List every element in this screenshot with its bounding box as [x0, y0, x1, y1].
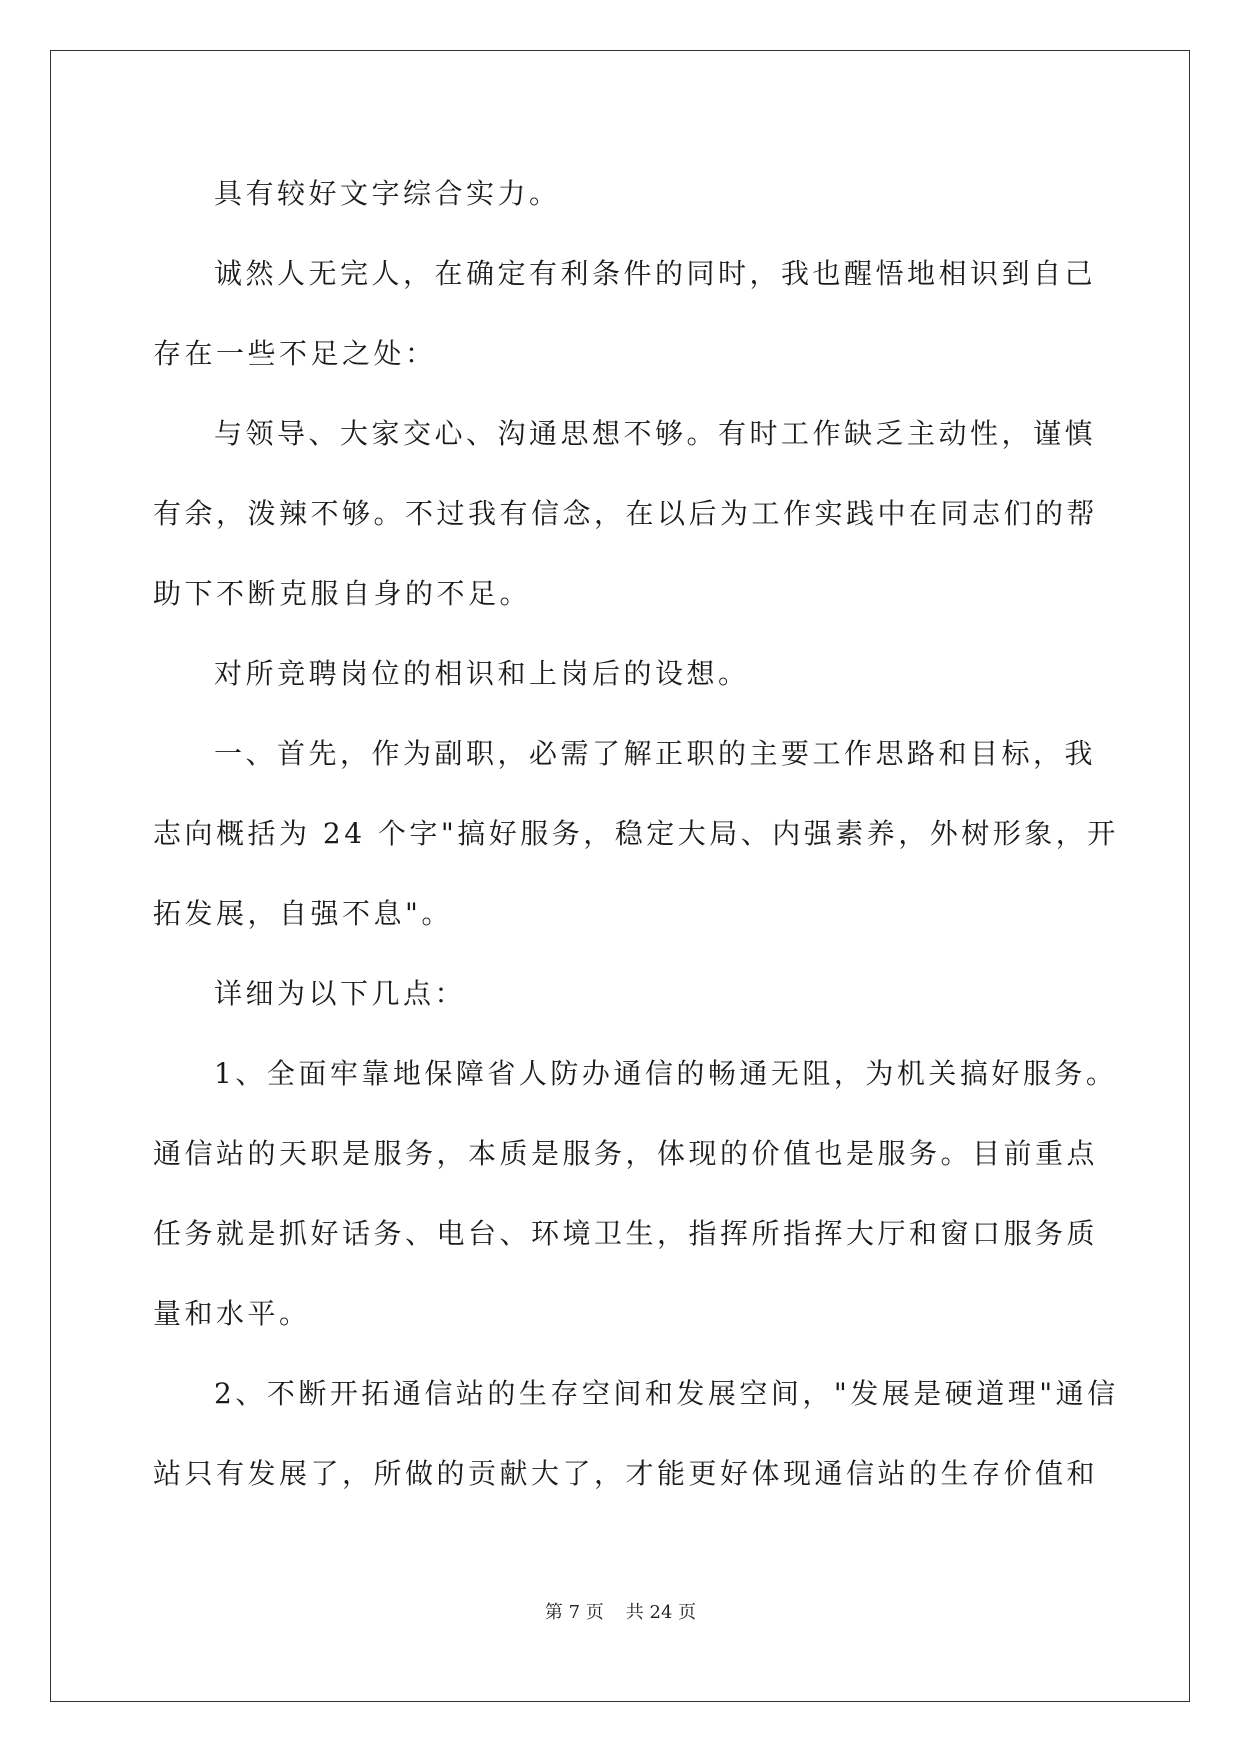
total-pages: 共 24 页 [625, 1602, 697, 1623]
text-line: 与领导、大家交心、沟通思想不够。有时工作缺乏主动性，谨慎 [214, 417, 1097, 450]
text-line: 站只有发展了，所做的贡献大了，才能更好体现通信站的生存价值和 [153, 1457, 1099, 1490]
text-line: 2、不断开拓通信站的生存空间和发展空间，"发展是硬道理"通信 [214, 1377, 1119, 1410]
text-line: 志向概括为 24 个字"搞好服务，稳定大局、内强素养，外树形象，开 [153, 817, 1119, 850]
text-line: 具有较好文字综合实力。 [214, 177, 561, 210]
text-line: 一、首先，作为副职，必需了解正职的主要工作思路和目标，我 [214, 737, 1097, 770]
text-line: 对所竞聘岗位的相识和上岗后的设想。 [214, 657, 750, 690]
page-number: 第 7 页 [544, 1602, 604, 1623]
text-line: 诚然人无完人，在确定有利条件的同时，我也醒悟地相识到自己 [214, 257, 1097, 290]
text-line: 详细为以下几点： [214, 977, 467, 1010]
text-line: 存在一些不足之处： [153, 337, 437, 370]
text-line: 通信站的天职是服务，本质是服务，体现的价值也是服务。目前重点 [153, 1137, 1099, 1170]
text-line: 有余，泼辣不够。不过我有信念，在以后为工作实践中在同志们的帮 [153, 497, 1099, 530]
text-line: 1、全面牢靠地保障省人防办通信的畅通无阻，为机关搞好服务。 [214, 1057, 1118, 1090]
text-line: 助下不断克服自身的不足。 [153, 577, 532, 610]
text-line: 拓发展，自强不息"。 [153, 897, 453, 930]
page-footer [0, 1600, 1241, 1626]
text-line: 量和水平。 [153, 1297, 311, 1330]
text-line: 任务就是抓好话务、电台、环境卫生，指挥所指挥大厅和窗口服务质 [153, 1217, 1099, 1250]
